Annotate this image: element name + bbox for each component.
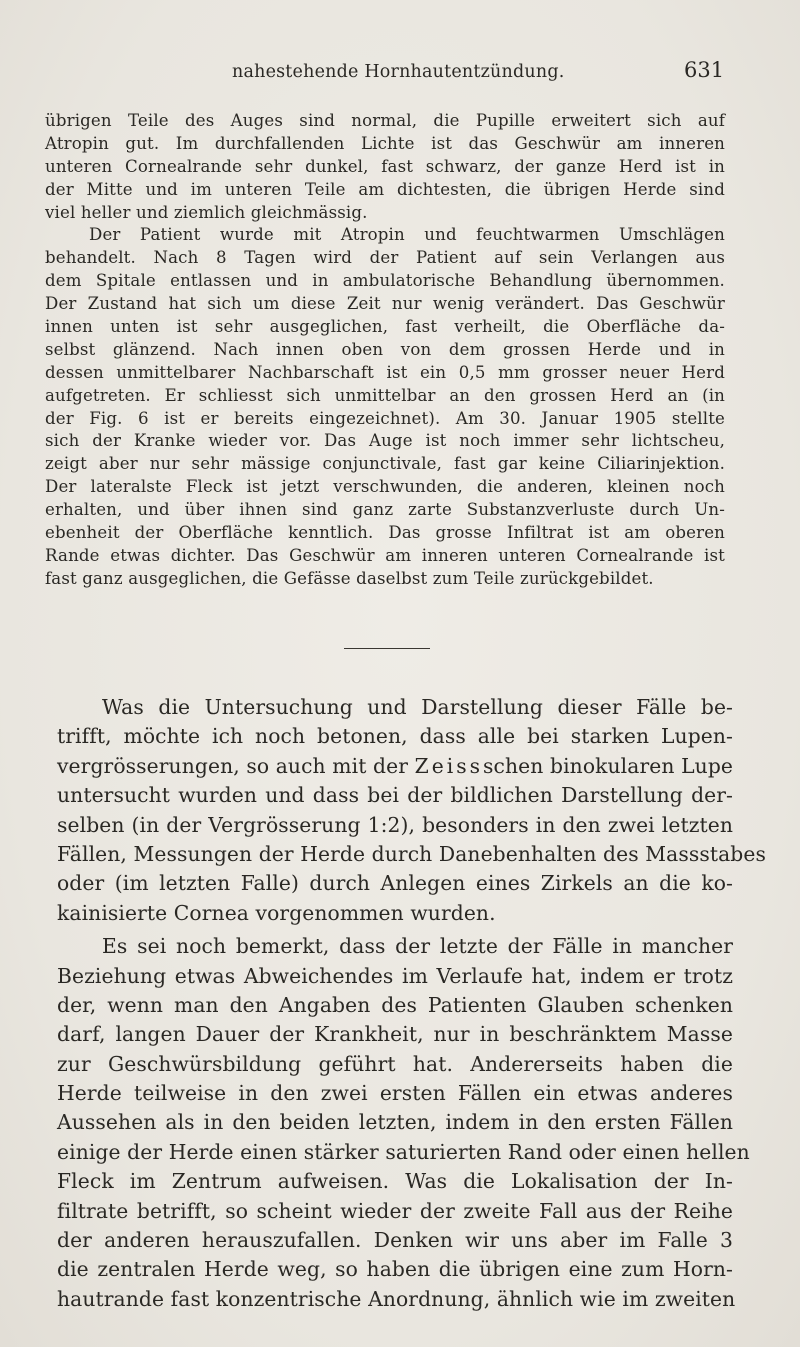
running-head xyxy=(0,58,800,88)
text-line: dessen unmittelbarer Nachbarschaft ist ein 0,5 mm grosser neuer Herd xyxy=(45,362,725,382)
text-run: vergrösserungen, so auch mit der xyxy=(57,753,415,778)
text-line: darf, langen Dauer der Krankheit, nur in beschränktem Masse xyxy=(57,1022,733,1047)
text-line: kainisierte Cornea vorgenommen wurden. xyxy=(57,900,496,925)
text-line: viel heller und ziemlich gleichmässig. xyxy=(45,202,368,222)
text-line: ebenheit der Oberfläche kenntlich. Das grosse Infiltrat ist am oberen xyxy=(45,523,725,543)
text-line: erhalten, und über ihnen sind ganz zarte Substanzverluste durch Un- xyxy=(45,500,725,520)
text-line: Aussehen als in den beiden letzten, indem in den ersten Fällen xyxy=(57,1110,733,1135)
text-line: Es sei noch bemerkt, dass der letzte der Fälle in mancher xyxy=(102,934,733,959)
text-line: hautrande fast konzentrische Anordnung, ähnlich wie im zweiten xyxy=(57,1286,736,1311)
text-line: selben (in der Vergrösserung 1:2), besonders in den zwei letzten xyxy=(57,812,733,837)
text-line: zur Geschwürsbildung geführt hat. Andererseits haben die xyxy=(57,1051,733,1076)
text-line: sich der Kranke wieder vor. Das Auge ist noch immer sehr lichtscheu, xyxy=(45,431,725,451)
text-line: trifft, möchte ich noch betonen, dass alle bei starken Lupen- xyxy=(57,724,733,749)
page-number: 631 xyxy=(684,58,725,82)
text-line: Der Zustand hat sich um diese Zeit nur wenig verändert. Das Geschwür xyxy=(45,294,725,314)
text-line-with-name xyxy=(57,752,733,781)
text-line: Der Patient wurde mit Atropin und feuchtwarmen Umschlägen xyxy=(89,225,725,245)
text-line: unteren Cornealrande sehr dunkel, fast schwarz, der ganze Herd ist in xyxy=(45,156,725,176)
section-divider xyxy=(344,648,430,649)
text-line: Beziehung etwas Abweichendes im Verlaufe hat, indem er trotz xyxy=(57,963,733,988)
text-line: der, wenn man den Angaben des Patienten Glauben schenken xyxy=(57,992,733,1017)
text-line: Fällen, Messungen der Herde durch Danebenhalten des Massstabes xyxy=(57,841,766,866)
text-line: der Mitte und im unteren Teile am dichtesten, die übrigen Herde sind xyxy=(45,179,725,199)
text-line: der Fig. 6 ist er bereits eingezeichnet). Am 30. Januar 1905 stellte xyxy=(45,408,725,428)
author-name-spaced: Zeiss xyxy=(414,753,484,778)
text-line: einige der Herde einen stärker saturierten Rand oder einen hellen xyxy=(57,1139,750,1164)
text-line: Der lateralste Fleck ist jetzt verschwunden, die anderen, kleinen noch xyxy=(45,477,725,497)
text-line: Rande etwas dichter. Das Geschwür am inneren unteren Cornealrande ist xyxy=(45,545,725,565)
case-report-small-print xyxy=(45,110,725,591)
running-title: nahestehende Hornhautentzündung. xyxy=(232,62,565,82)
text-line: filtrate betrifft, so scheint wieder der zweite Fall aus der Reihe xyxy=(57,1198,733,1223)
text-line: übrigen Teile des Auges sind normal, die Pupille erweitert sich auf xyxy=(45,111,725,130)
text-line: Herde teilweise in den zwei ersten Fällen ein etwas anderes xyxy=(57,1081,733,1106)
text-line: der anderen herauszufallen. Denken wir uns aber im Falle 3 xyxy=(57,1228,733,1253)
text-line: Fleck im Zentrum aufweisen. Was die Lokalisation der In- xyxy=(57,1169,733,1194)
text-line: innen unten ist sehr ausgeglichen, fast verheilt, die Oberfläche da- xyxy=(45,317,725,337)
text-line: dem Spitale entlassen und in ambulatorische Behandlung übernommen. xyxy=(45,271,725,291)
text-line: zeigt aber nur sehr mässige conjunctivale, fast gar keine Ciliarinjektion. xyxy=(45,454,725,474)
text-line: Atropin gut. Im durchfallenden Lichte ist das Geschwür am inneren xyxy=(45,133,725,153)
text-line: behandelt. Nach 8 Tagen wird der Patient auf sein Verlangen aus xyxy=(45,248,725,268)
text-line: aufgetreten. Er schliesst sich unmittelbar an den grossen Herd an (in xyxy=(45,385,725,405)
text-line: untersucht wurden und dass bei der bildlichen Darstellung der- xyxy=(57,783,733,808)
text-line: fast ganz ausgeglichen, die Gefässe daselbst zum Teile zurückgebildet. xyxy=(45,568,654,588)
text-line: selbst glänzend. Nach innen oben von dem grossen Herde und in xyxy=(45,339,725,359)
text-line: die zentralen Herde weg, so haben die übrigen eine zum Horn- xyxy=(57,1257,733,1282)
text-run: schen binokularen Lupe xyxy=(483,753,734,778)
discussion-body-text xyxy=(57,693,766,1314)
text-line: oder (im letzten Falle) durch Anlegen eines Zirkels an die ko- xyxy=(57,871,733,896)
text-line: Was die Untersuchung und Darstellung dieser Fälle be- xyxy=(102,695,733,719)
